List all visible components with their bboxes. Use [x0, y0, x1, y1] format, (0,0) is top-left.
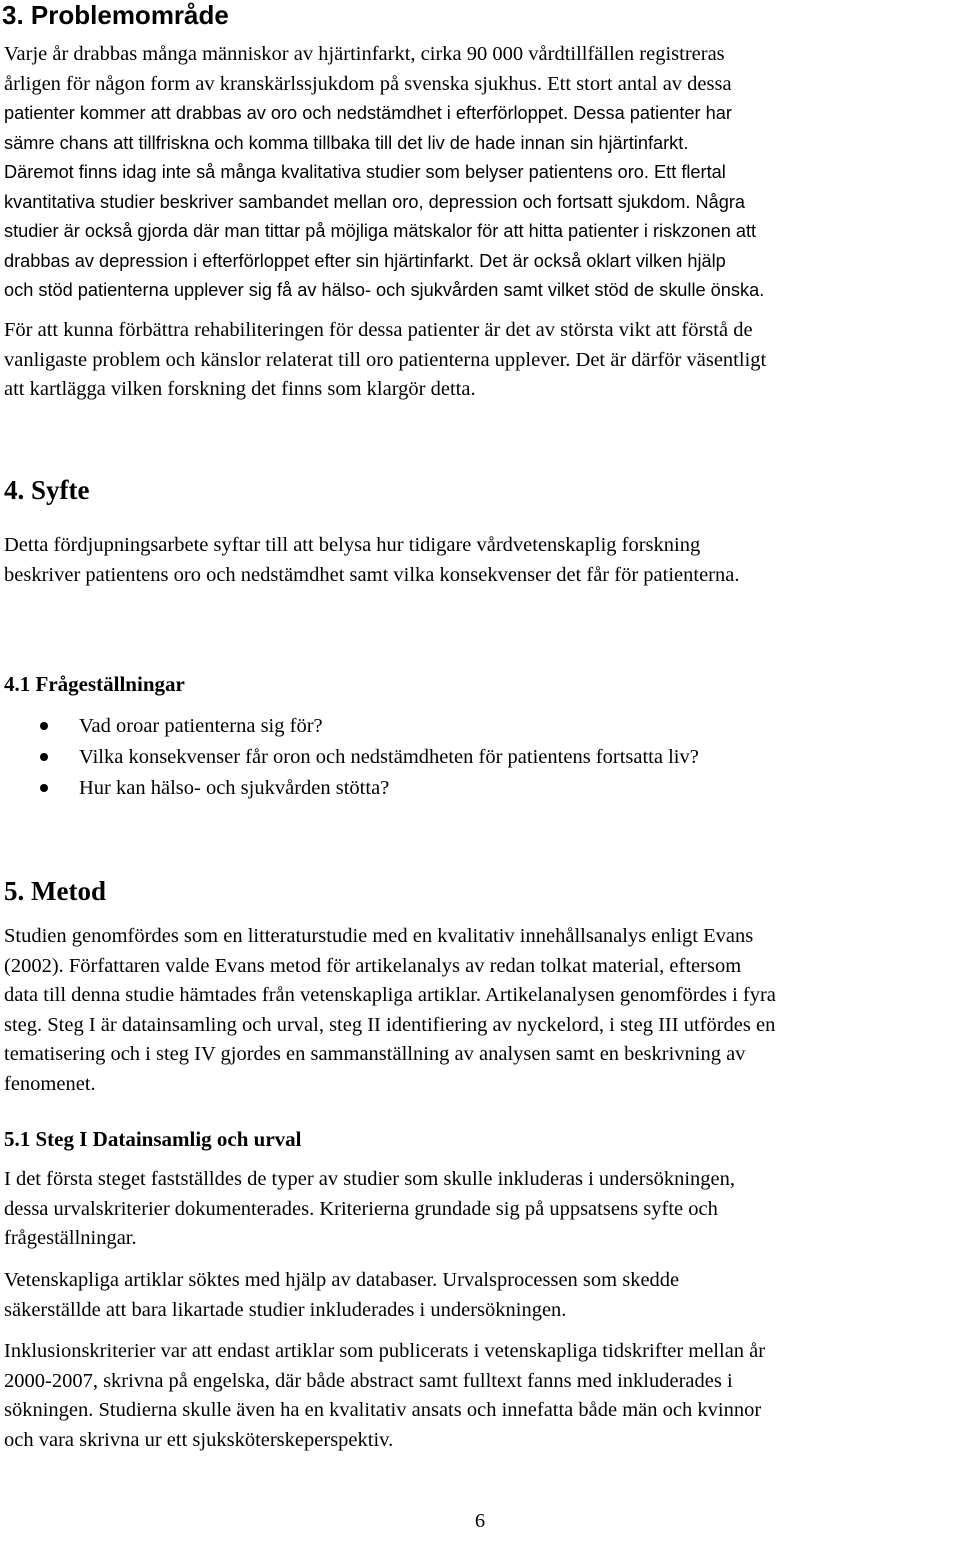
- section-4-1-heading: 4.1 Frågeställningar: [4, 672, 185, 696]
- text-line: tematisering och i steg IV gjordes en sammanställning av analysen samt en beskrivning av: [4, 1043, 746, 1065]
- list-item: [0, 773, 960, 804]
- text-line: fenomenet.: [4, 1072, 96, 1095]
- question-text: Vilka konsekvenser får oron och nedstämdheten för patientens fortsatta liv?: [79, 746, 699, 768]
- list-item: [0, 711, 960, 742]
- bullet-icon: [40, 784, 48, 792]
- section-5-heading: 5. Metod: [4, 876, 106, 906]
- question-text: Hur kan hälso- och sjukvården stötta?: [79, 777, 390, 799]
- text-line: steg. Steg I är datainsamling och urval, steg II identifiering av nyckelord, i steg III utfördes en: [4, 1013, 776, 1036]
- text-line: data till denna studie hämtades från vetenskapliga artiklar. Artikelanalysen genomfördes i fyra: [4, 984, 776, 1006]
- text-line: vanligaste problem och känslor relaterat till oro patienterna upplever. Det är därför väsentligt: [4, 348, 767, 371]
- question-text: Vad oroar patienterna sig för?: [79, 715, 323, 737]
- text-line: sämre chans att tillfriskna och komma tillbaka till det liv de hade innan sin hjärtinfarkt.: [4, 132, 689, 153]
- text-line: säkerställde att bara likartade studier inkluderades i undersökningen.: [4, 1298, 567, 1321]
- section-5-paragraph-4: [4, 1337, 960, 1455]
- section-4-paragraph-1: [4, 531, 960, 590]
- text-line: Däremot finns idag inte så många kvalitativa studier som belyser patientens oro. Ett flertal: [4, 162, 726, 182]
- section-3-paragraph-1: [4, 40, 960, 306]
- text-line: Inklusionskriterier var att endast artiklar som publicerats i vetenskapliga tidskrifter mellan år: [4, 1340, 766, 1362]
- bullet-icon: [40, 753, 48, 761]
- text-line: och stöd patienterna upplever sig få av hälso- och sjukvården samt vilket stöd de skulle önska.: [4, 280, 765, 300]
- questions-list: [0, 711, 960, 804]
- text-line: (2002). Författaren valde Evans metod för artikelanalys av redan tolkat material, eftersom: [4, 954, 742, 977]
- text-line: I det första steget fastställdes de typer av studier som skulle inkluderas i undersökningen,: [4, 1168, 735, 1190]
- section-5-paragraph-2: [4, 1165, 960, 1254]
- section-3-paragraph-2: [4, 316, 960, 405]
- text-line: patienter kommer att drabbas av oro och nedstämdhet i efterförloppet. Dessa patienter har: [4, 103, 732, 123]
- text-line: drabbas av depression i efterförloppet efter sin hjärtinfarkt. Det är också oklart vilken hjälp: [4, 250, 726, 271]
- section-5-paragraph-1: [4, 922, 960, 1099]
- page-number: 6: [474, 1510, 486, 1532]
- text-line: Detta fördjupningsarbete syftar till att belysa hur tidigare vårdvetenskaplig forskning: [4, 534, 701, 556]
- text-line: För att kunna förbättra rehabiliteringen för dessa patienter är det av största vikt att förstå de: [4, 319, 753, 341]
- text-line: studier är också gjorda där man tittar på möjliga mätskalor för att hitta patienter i riskzonen att: [4, 221, 757, 241]
- text-line: Vetenskapliga artiklar söktes med hjälp av databaser. Urvalsprocessen som skedde: [4, 1269, 680, 1291]
- section-5-paragraph-3: [4, 1266, 960, 1325]
- text-line: Varje år drabbas många människor av hjärtinfarkt, cirka 90 000 vårdtillfällen registreras: [4, 43, 725, 65]
- text-line: frågeställningar.: [4, 1227, 137, 1249]
- text-line: 2000-2007, skrivna på engelska, där både abstract samt fulltext fanns med inkluderades i: [4, 1369, 733, 1392]
- section-4-heading: 4. Syfte: [4, 475, 90, 505]
- text-line: beskriver patientens oro och nedstämdhet samt vilka konsekvenser det får för patienterna.: [4, 563, 740, 586]
- text-line: årligen för någon form av kranskärlssjukdom på svenska sjukhus. Ett stort antal av dessa: [4, 72, 732, 95]
- bullet-icon: [40, 722, 48, 730]
- text-line: sökningen. Studierna skulle även ha en kvalitativ ansats och innefatta både män och kvinnor: [4, 1399, 762, 1421]
- text-line: kvantitativa studier beskriver sambandet mellan oro, depression och fortsatt sjukdom. Några: [4, 191, 745, 212]
- text-line: dessa urvalskriterier dokumenterades. Kriterierna grundade sig på uppsatsens syfte och: [4, 1197, 718, 1220]
- text-line: och vara skrivna ur ett sjuksköterskeperspektiv.: [4, 1428, 394, 1451]
- section-5-1-heading: 5.1 Steg I Datainsamlig och urval: [4, 1127, 302, 1151]
- text-line: att kartlägga vilken forskning det finns som klargör detta.: [4, 378, 476, 400]
- section-3-heading: 3. Problemområde: [2, 0, 229, 30]
- list-item: [0, 742, 960, 773]
- text-line: Studien genomfördes som en litteraturstudie med en kvalitativ innehållsanalys enligt Evans: [4, 925, 754, 947]
